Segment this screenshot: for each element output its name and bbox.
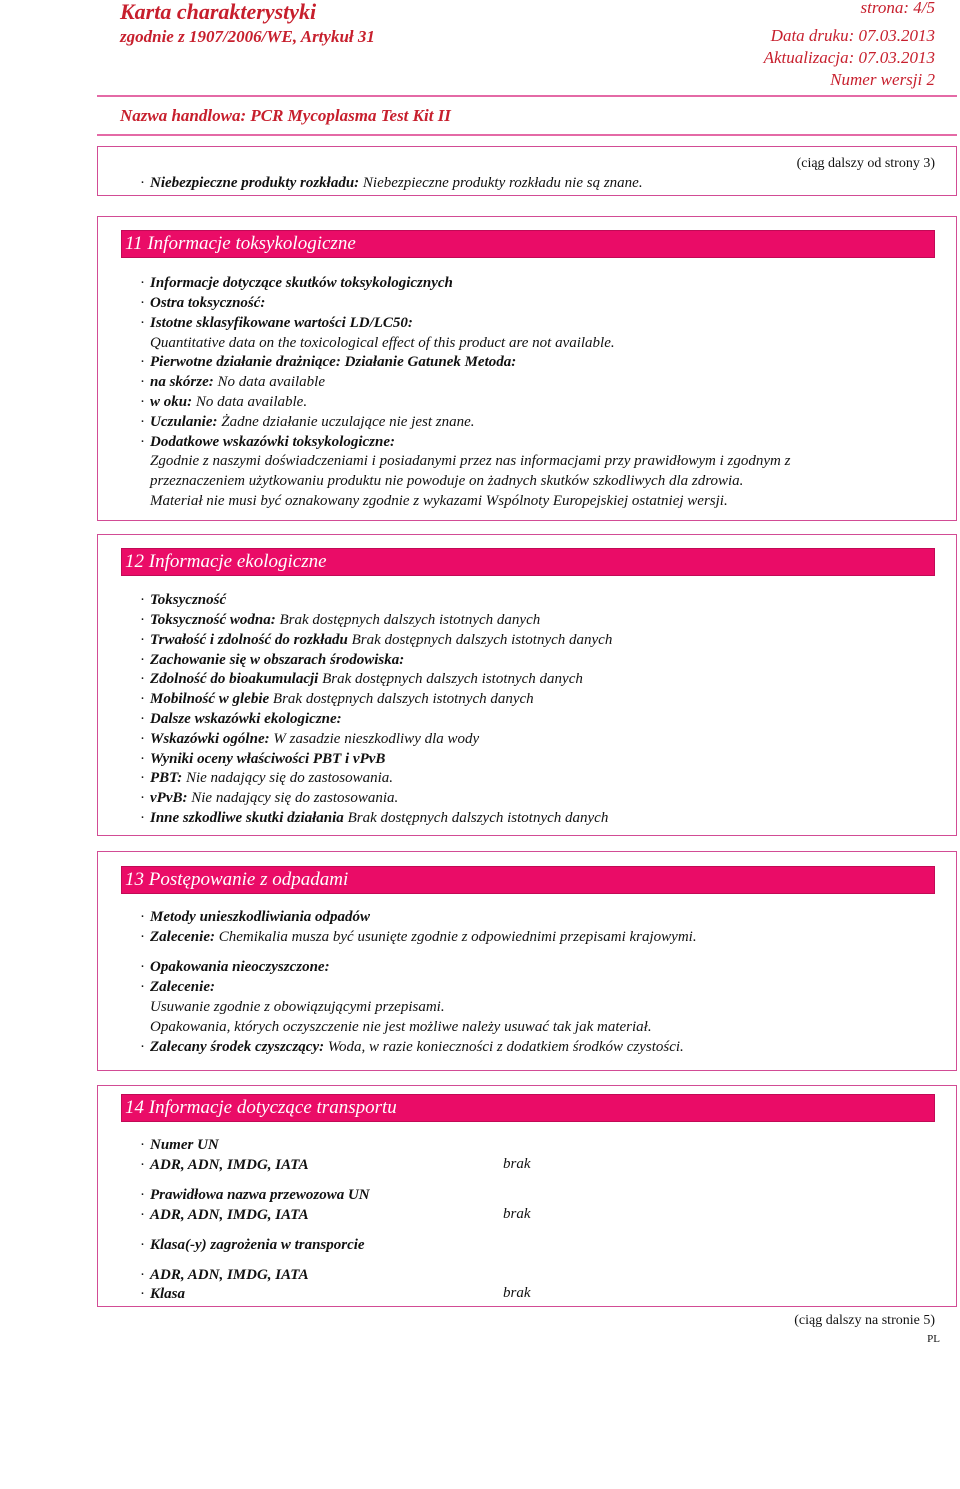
s12-line: · vPvB: Nie nadający się do zastosowania. (140, 790, 399, 806)
s13-line: · Opakowania nieoczyszczone: (140, 959, 330, 975)
s11-line: · Ostra toksyczność: (140, 295, 266, 311)
s11-line: · Pierwotne działanie drażniące: Działanie Gatunek Metoda: (140, 354, 517, 370)
s14-line: · Klasa(-y) zagrożenia w transporcie (140, 1237, 365, 1253)
s13-line: Opakowania, których oczyszczenie nie jest możliwe należy usuwać tak jak materiał. (150, 1019, 652, 1035)
s12-line: · Dalsze wskazówki ekologiczne: (140, 711, 342, 727)
s12-line: · Mobilność w glebie Brak dostępnych dalszych istotnych danych (140, 691, 534, 707)
s14-line: · Numer UN (140, 1137, 219, 1153)
header-divider (97, 95, 957, 97)
s11-line: · Informacje dotyczące skutków toksykologicznych (140, 275, 453, 291)
s14-line: · Prawidłowa nazwa przewozowa UN (140, 1187, 370, 1203)
s12-line: · Wyniki oceny właściwości PBT i vPvB (140, 751, 386, 767)
language-code: PL (927, 1333, 940, 1345)
s11-line: Zgodnie z naszymi doświadczeniami i posiadanymi przez nas informacjami przy prawidłowym i zgodnym z (150, 453, 791, 469)
s11-line: · na skórze: No data available (140, 374, 326, 390)
s12-line: · Wskazówki ogólne: W zasadzie nieszkodliwy dla wody (140, 731, 480, 747)
trade-name: Nazwa handlowa: PCR Mycoplasma Test Kit II (120, 106, 451, 125)
s14-line: · Klasa (140, 1286, 186, 1302)
s14-line: · ADR, ADN, IMDG, IATA (140, 1207, 309, 1223)
s11-line: · Dodatkowe wskazówki toksykologiczne: (140, 434, 396, 450)
s14-value: brak (503, 1206, 531, 1222)
s12-line: · Trwałość i zdolność do rozkładu Brak dostępnych dalszych istotnych danych (140, 632, 613, 648)
section-13-heading: 13 Postępowanie z odpadami (121, 866, 935, 894)
s13-line: · Zalecany środek czyszczący: Woda, w razie konieczności z dodatkiem środków czystości. (140, 1039, 684, 1055)
s12-line: · Inne szkodliwe skutki działania Brak dostępnych dalszych istotnych danych (140, 810, 609, 826)
s12-line: · PBT: Nie nadający się do zastosowania. (140, 770, 394, 786)
trade-divider (97, 134, 957, 136)
s12-line: · Toksyczność wodna: Brak dostępnych dalszych istotnych danych (140, 612, 541, 628)
section-14-heading: 14 Informacje dotyczące transportu (121, 1094, 935, 1122)
s13-line: · Zalecenie: (140, 979, 215, 995)
continued-from-note: (ciąg dalszy od strony 3) (796, 156, 935, 171)
section-12-heading: 12 Informacje ekologiczne (121, 548, 935, 576)
s13-line: Usuwanie zgodnie z obowiązującymi przepisami. (150, 999, 445, 1015)
continued-to-note: (ciąg dalszy na stronie 5) (794, 1313, 935, 1328)
print-date: Data druku: 07.03.2013 (770, 26, 935, 45)
s14-line: · ADR, ADN, IMDG, IATA (140, 1157, 309, 1173)
s13-line: · Metody unieszkodliwiania odpadów (140, 909, 371, 925)
version-number: Numer wersji 2 (830, 70, 935, 89)
s14-value: brak (503, 1156, 531, 1172)
update-date: Aktualizacja: 07.03.2013 (763, 48, 935, 67)
page-number: strona: 4/5 (860, 0, 935, 17)
decomposition-line: · Niebezpieczne produkty rozkładu: Niebezpieczne produkty rozkładu nie są znane. (140, 175, 643, 191)
s11-line: · Istotne sklasyfikowane wartości LD/LC50: (140, 315, 413, 331)
s11-line: Quantitative data on the toxicological effect of this product are not available. (150, 335, 615, 351)
s11-line: przeznaczeniem użytkowaniu produktu nie powoduje on żadnych skutków szkodliwych dla zdrowia. (150, 473, 744, 489)
s14-value: brak (503, 1285, 531, 1301)
regulation-subtitle: zgodnie z 1907/2006/WE, Artykuł 31 (120, 27, 375, 46)
s12-line: · Zdolność do bioakumulacji Brak dostępnych dalszych istotnych danych (140, 671, 583, 687)
document-title: Karta charakterystyki (120, 0, 317, 24)
s12-line: · Zachowanie się w obszarach środowiska: (140, 652, 405, 668)
s12-line: · Toksyczność (140, 592, 227, 608)
s11-line: · Uczulanie: Żadne działanie uczulające nie jest znane. (140, 414, 475, 430)
section-11-heading: 11 Informacje toksykologiczne (121, 230, 935, 258)
s13-line: · Zalecenie: Chemikalia musza być usunięte zgodnie z odpowiednimi przepisami krajowymi. (140, 929, 697, 945)
s14-line: · ADR, ADN, IMDG, IATA (140, 1267, 309, 1283)
s11-line: · w oku: No data available. (140, 394, 308, 410)
s11-line: Materiał nie musi być oznakowany zgodnie z wykazami Wspólnoty Europejskiej ostatniej wersji. (150, 493, 728, 509)
